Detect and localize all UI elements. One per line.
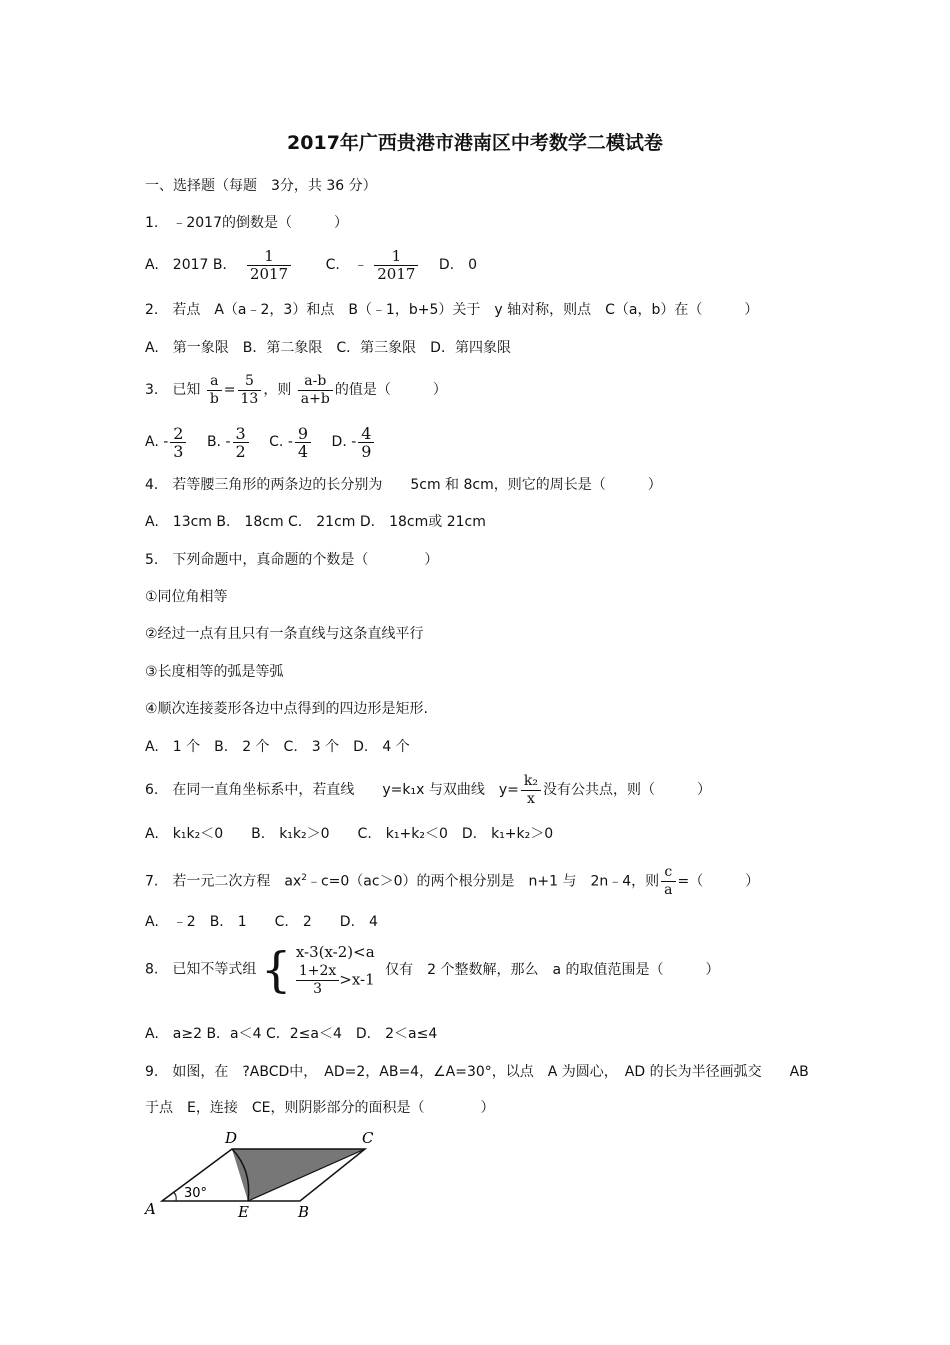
- label-e: E: [238, 1203, 249, 1221]
- label-a: A: [145, 1200, 156, 1218]
- statement-4: ④顺次连接菱形各边中点得到的四边形是矩形.: [145, 701, 428, 717]
- fraction: $\frac{9}{4}$: [295, 425, 311, 460]
- label-d: D: [225, 1129, 238, 1147]
- fraction: $\frac{c}{a}$: [661, 864, 675, 899]
- section-heading: 一、选择题（每题 3分，共 36 分）: [145, 178, 377, 194]
- label-b: B: [298, 1203, 310, 1221]
- fraction: $\frac{a}{b}$: [207, 373, 222, 408]
- statement-2: ②经过一点有且只有一条直线与这条直线平行: [145, 626, 424, 642]
- question-9-cont: 于点 E，连接 CE，则阴影部分的面积是（ ）: [145, 1100, 495, 1116]
- fraction: $\frac{1}{2017}$: [374, 248, 418, 283]
- question-6: 6. 在同一直角坐标系中，若直线 y=k₁x 与双曲线 y= $\frac{\text{k₂}}{x}$ 没有公共点，则（ ）: [145, 772, 711, 807]
- question-5-options: A. 1 个 B. 2 个 C. 3 个 D. 4 个: [145, 739, 410, 755]
- question-3: 3. 已知 $\frac{a}{b}$ = $\frac{5}{13}$ ，则 $\frac{a-b}{a+b}$ 的值是（ ）: [145, 372, 447, 407]
- parallelogram-figure: [140, 1128, 390, 1223]
- question-2-options: A. 第一象限 B．第二象限 C．第三象限 D．第四象限: [145, 340, 511, 356]
- question-5: 5. 下列命题中，真命题的个数是（ ）: [145, 552, 439, 568]
- question-3-options: A. - $\frac{2}{3}$ B. - $\frac{3}{2}$ C. - $\frac{9}{4}$ D. - $\frac{4}{9}$: [145, 420, 376, 464]
- question-8-options: A. a≥2 B．a＜4 C．2≤a＜4 D. 2＜a≤4: [145, 1026, 438, 1042]
- brace: {: [260, 941, 292, 998]
- question-4: 4. 若等腰三角形的两条边的长分别为 5cm 和 8cm，则它的周长是（ ）: [145, 477, 662, 493]
- statement-3: ③长度相等的弧是等弧: [145, 664, 284, 680]
- fraction: $\frac{1}{2017}$: [247, 248, 291, 283]
- inequality-system: x-3(x-2)<a $\frac{1+2x}{3}$ >x-1: [295, 943, 375, 997]
- page-title: 2017年广西贵港市港南区中考数学二模试卷: [287, 132, 663, 154]
- question-7-options: A. ﹣2 B. 1 C. 2 D. 4: [145, 914, 378, 930]
- shaded-region: [232, 1149, 365, 1201]
- question-4-options: A. 13cm B. 18cm C. 21cm D. 18cm或 21cm: [145, 514, 486, 530]
- fraction: $\frac{2}{3}$: [170, 425, 186, 460]
- question-1-options: [145, 245, 477, 285]
- option-a: A. 2017 B．: [145, 257, 237, 273]
- question-7: 7. 若一元二次方程 $ax^2﹣c=0(ac>0)$的两个根分别是 n+1 与 2n﹣4，则 $\frac{c}{a}$ =（ ）: [145, 864, 760, 899]
- fraction: $\frac{a-b}{a+b}$: [298, 373, 333, 408]
- question-2: 2. 若点 A（a﹣2，3）和点 B（﹣1，b+5）关于 y 轴对称，则点 C（a，b）在（ ）: [145, 302, 759, 318]
- option-d: D. 0: [438, 257, 478, 273]
- fraction: $\frac{3}{2}$: [233, 425, 249, 460]
- question-9: 9. 如图，在 ?ABCD中， AD=2，AB=4，∠A=30°，以点 A 为圆心， AD 的长为半径画弧交 AB: [145, 1064, 809, 1080]
- option-c: C. ﹣: [325, 257, 368, 273]
- angle-label: 30°: [184, 1186, 208, 1201]
- label-c: C: [362, 1129, 374, 1147]
- fraction: $\frac{5}{13}$: [238, 373, 262, 408]
- question-6-options: A. k₁k₂＜0 B. k₁k₂＞0 C. k₁+k₂＜0 D. k₁+k₂＞0: [145, 826, 554, 842]
- question-1: 1. ﹣2017的倒数是（ ）: [145, 215, 348, 231]
- question-8: 8. 已知不等式组 { x-3(x-2)<a $\frac{1+2x}{3}$ >x-1 仅有 2 个整数解，那么 a 的取值范围是（ ）: [145, 941, 720, 998]
- statement-1: ①同位角相等: [145, 589, 228, 605]
- fraction: $\frac{4}{9}$: [358, 425, 374, 460]
- fraction: $\frac{\text{k₂}}{x}$: [521, 773, 541, 808]
- fraction: $\frac{1+2x}{3}$: [296, 963, 339, 998]
